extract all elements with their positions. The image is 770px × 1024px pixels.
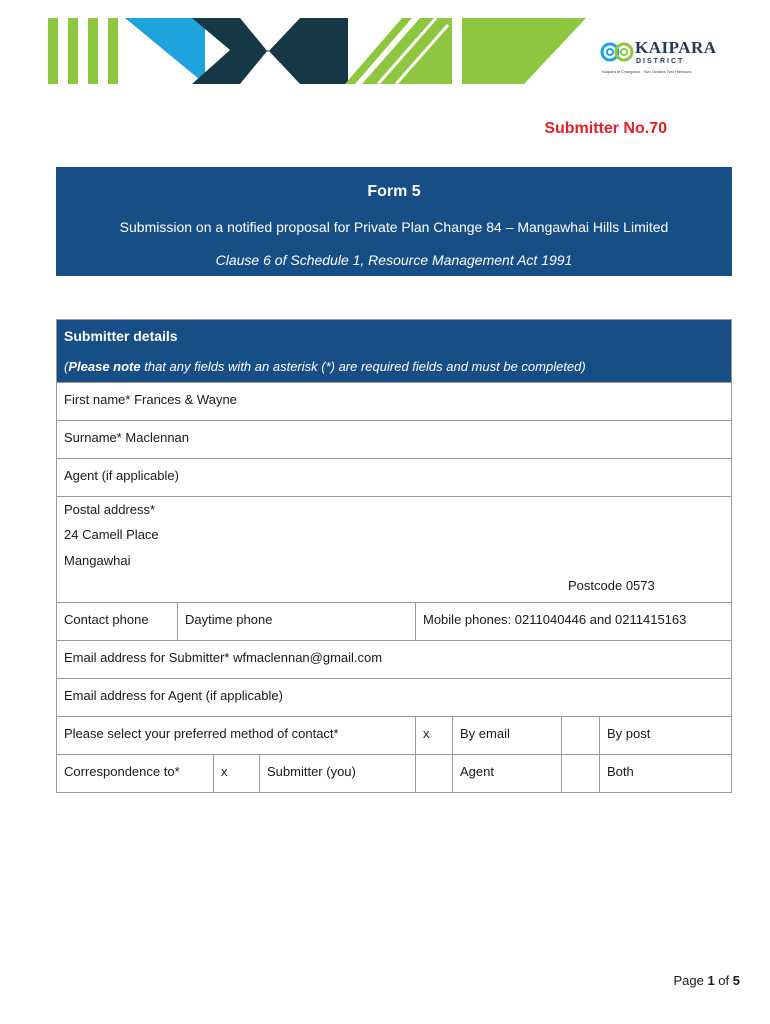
preferred-contact-label: Please select your preferred method of contact* [64, 726, 339, 741]
surname-field[interactable]: Surname* Maclennan [64, 430, 190, 445]
by-post-label: By post [607, 726, 651, 741]
corr-agent-option[interactable] [452, 755, 561, 792]
banner-stripe [48, 18, 58, 84]
details-title: Submitter details [64, 328, 178, 344]
postal-address-row[interactable] [57, 496, 731, 602]
logo-name: KAIPARA [635, 38, 717, 57]
form-header [56, 167, 732, 276]
form-subtitle: Submission on a notified proposal for Private Plan Change 84 – Mangawhai Hills Limited [119, 219, 669, 235]
corr-both-label: Both [607, 764, 634, 779]
email-submitter-row[interactable] [57, 640, 731, 678]
by-post-checkbox[interactable] [561, 717, 599, 754]
by-email-option[interactable] [452, 717, 561, 754]
banner-green-shape [462, 18, 586, 84]
email-submitter-field[interactable]: Email address for Submitter* wfmaclennan@gmail.com [64, 650, 383, 665]
corr-agent-checkbox[interactable] [415, 755, 452, 792]
banner-stripe [88, 18, 98, 84]
corr-submitter-option[interactable] [259, 755, 415, 792]
logo-tagline: Kaipara te Oranganui . Two Oceans Two Harbours [602, 69, 692, 74]
corr-both-option[interactable] [599, 755, 731, 792]
postcode-field[interactable]: Postcode 0573 [568, 578, 655, 593]
logo-sub: DISTRICT [636, 58, 685, 65]
note-rest: that any fields with an asterisk (*) are required fields and must be completed) [140, 359, 586, 374]
page-number: Page 1 of 5 [673, 973, 740, 988]
by-post-option[interactable] [599, 717, 731, 754]
by-email-checkbox[interactable] [415, 717, 452, 754]
email-agent-field[interactable]: Email address for Agent (if applicable) [64, 688, 283, 703]
correspondence-label: Correspondence to* [64, 764, 180, 779]
surname-row[interactable] [57, 420, 731, 458]
by-email-mark: x [423, 726, 430, 741]
submitter-details-table [56, 319, 732, 793]
correspondence-cell [57, 755, 213, 792]
first-name-field[interactable]: First name* Frances & Wayne [64, 392, 237, 407]
corr-submitter-checkbox[interactable] [213, 755, 259, 792]
postal-label: Postal address* [64, 502, 156, 517]
banner-stripe [108, 18, 118, 84]
correspondence-row [57, 754, 731, 792]
mobile-phones-field[interactable]: Mobile phones: 0211040446 and 0211415163 [423, 612, 687, 627]
submitter-number: Submitter No.70 [544, 120, 667, 137]
note-bold: Please note [68, 359, 141, 374]
daytime-phone-cell[interactable] [177, 603, 415, 640]
agent-field[interactable]: Agent (if applicable) [64, 468, 179, 483]
contact-phone-cell [57, 603, 177, 640]
details-header [57, 320, 731, 382]
form-title: Form 5 [367, 183, 421, 200]
mobile-phone-cell[interactable] [415, 603, 731, 640]
banner-blue-shape [125, 18, 205, 84]
contact-phone-label: Contact phone [64, 612, 149, 627]
corr-both-checkbox[interactable] [561, 755, 599, 792]
by-email-label: By email [460, 726, 510, 741]
kaipara-logo [600, 36, 725, 80]
email-agent-row[interactable] [57, 678, 731, 716]
preferred-contact-row [57, 716, 731, 754]
postal-line-1[interactable]: 24 Camell Place [64, 527, 159, 542]
corr-submitter-label: Submitter (you) [267, 764, 356, 779]
phone-row [57, 602, 731, 640]
page-total: 5 [732, 973, 740, 988]
corr-submitter-mark: x [221, 764, 228, 779]
banner-dark-shape [192, 18, 348, 84]
banner-stripe [68, 18, 78, 84]
daytime-phone-field[interactable]: Daytime phone [185, 612, 273, 627]
form-clause: Clause 6 of Schedule 1, Resource Management Act 1991 [215, 252, 573, 268]
corr-agent-label: Agent [460, 764, 494, 779]
postal-line-2[interactable]: Mangawhai [64, 553, 131, 568]
agent-row[interactable] [57, 458, 731, 496]
details-note: (Please note that any fields with an asterisk (*) are required fields and must be completed) [64, 359, 586, 374]
preferred-contact-cell [57, 717, 415, 754]
first-name-row[interactable] [57, 382, 731, 420]
page-current: 1 [707, 973, 715, 988]
swirl-logo-icon [600, 38, 634, 66]
